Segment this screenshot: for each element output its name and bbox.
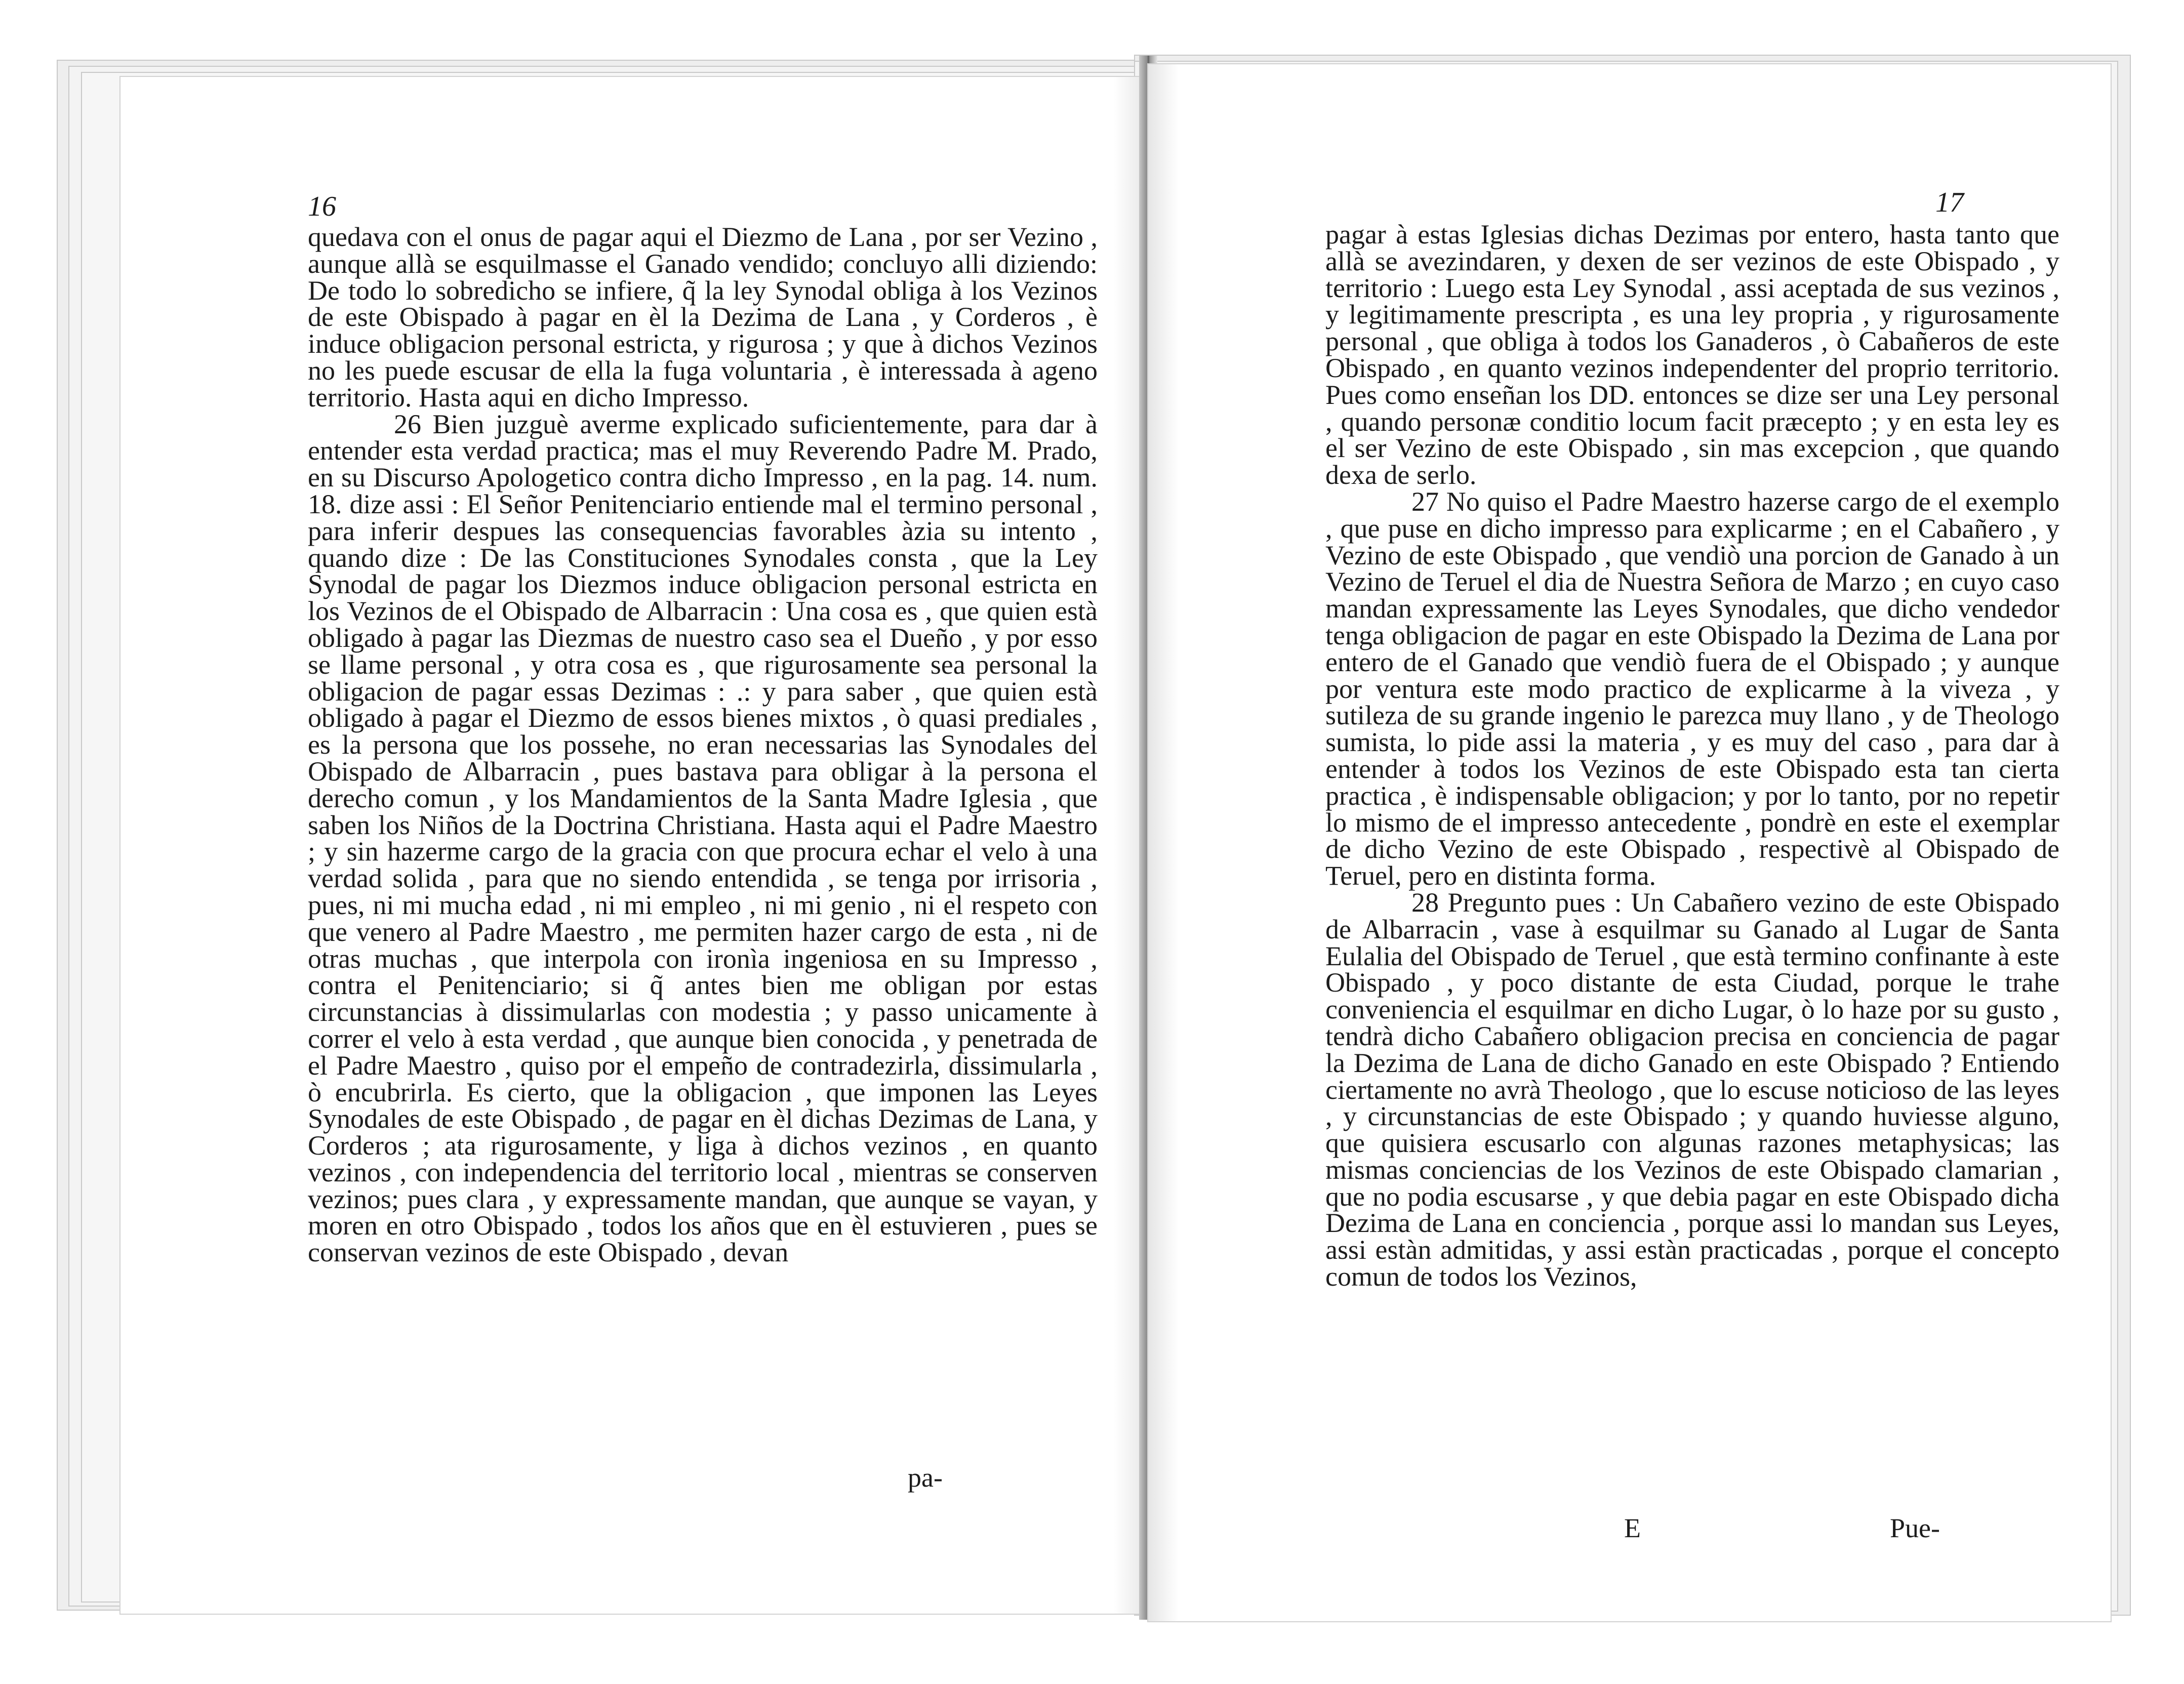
right-page (1147, 63, 2112, 1622)
catchword: Pue- (1890, 1513, 1940, 1543)
left-page (119, 76, 1150, 1615)
paragraph: quedava con el onus de pagar aqui el Diezmo de Lana , por ser Vezino , aunque allà se esquilmasse el Ganado vendido; concluyo alli diziendo: De todo lo sobredicho se infiere, q̃ la ley Synodal obliga à los Vezinos de este Obispado à pagar en èl la Dezima de Lana , y Corderos , è induce obligacion personal estricta, y rigurosa ; y que à dichos Vezinos no les puede escusar de ella la fuga voluntaria , è interessada à ageno territorio. Hasta aqui en dicho Impresso. (308, 222, 1098, 413)
signature-mark: E (1624, 1513, 1641, 1543)
paragraph: 28 Pregunto pues : Un Cabañero vezino de este Obispado de Albarracin , vase à esquilmar su Ganado al Lugar de Santa Eulalia del Obispado de Teruel , que està termino confinante à este Obispado , y poco distante de esta Ciudad, porque le trahe conveniencia el esquilmar en dicho Lugar, ò lo haze por su gusto , tendrà dicho Cabañero obligacion precisa en conciencia de pagar la Dezima de Lana de dicho Ganado en este Obispado ? Entiendo ciertamente no avrà Theologo , que lo escuse noticioso de las leyes , y circunstancias de este Obispado ; y quando huviesse alguno, que quisiera escusarlo con algunas razones metaphysicas; las mismas conciencias de los Vezinos de este Obispado clamarian , que no podia escusarse , y que debia pagar en este Obispado dicha Dezima de Lana en conciencia , porque assi lo mandan sus Leyes, assi estàn admitidas, y assi estàn practicadas , porque el concepto comun de todos los Vezinos, (1325, 887, 2059, 1292)
page-number: 17 (1935, 187, 1964, 218)
catchword: pa- (908, 1462, 943, 1493)
left-page-body (308, 224, 1098, 1266)
paragraph: 27 No quiso el Padre Maestro hazerse cargo de el exemplo , que puse en dicho impresso para explicarme ; en el Cabañero , y Vezino de este Obispado , que vendiò una porcion de Ganado à un Vezino de Teruel el dia de Nuestra Señora de Marzo ; en cuyo caso mandan expressamente las Leyes Synodales, que dicho vendedor tenga obligacion de pagar en este Obispado la Dezima de Lana por entero de el Ganado que vendiò fuera de el Obispado ; y aunque por ventura este modo practico de explicarme à la viveza , y sutileza de su grande ingenio le parezca muy llano , y de Theologo sumista, lo pide assi la materia , y es muy del caso , para dar à entender à todos los Vezinos de este Obispado esta tan cierta practica , è indispensable obligacion; y por lo tanto, por no repetir lo mismo de el impresso antecedente , pondrè en este el exemplar de dicho Vezino de este Obispado , respectivè al Obispado de Teruel, pero en distinta forma. (1325, 486, 2059, 891)
right-page-body (1325, 221, 2059, 1290)
page-number: 16 (308, 191, 336, 222)
paragraph: 26 Bien juzguè averme explicado suficientemente, para dar à entender esta verdad practica; mas el muy Reverendo Padre M. Prado, en su Discurso Apologetico contra dicho Impresso , en la pag. 14. num. 18. dize assi : El Señor Penitenciario entiende mal el termino personal , para inferir despues las consequencias favorables àzia su intento , quando dize : De las Constituciones Synodales consta , que la Ley Synodal de pagar los Diezmos induce obligacion personal estricta en los Vezinos de el Obispado de Albarracin : Una cosa es , que quien està obligado à pagar las Diezmas de nuestro caso sea el Dueño , y por esso se llame personal , y otra cosa es , que rigurosamente sea personal la obligacion de pagar essas Dezimas : .: y para saber , que quien està obligado à pagar el Diezmo de essos bienes mixtos , ò quasi prediales , es la persona que los possehe, no eran necessarias las Synodales del Obispado de Albarracin , pues bastava para obligar à la persona el derecho comun , y los Mandamientos de la Santa Madre Iglesia , que saben los Niños de la Doctrina Christiana. Hasta aqui el Padre Maestro ; y sin hazerme cargo de la gracia con que procura echar el velo à una verdad solida , para que no siendo entendida , se tenga por irrisoria , pues, ni mi mucha edad , ni mi empleo , ni mi genio , ni el respeto con que venero al Padre Maestro , me permiten hazer cargo de esta , ni de otras muchas , que interpola con ironìa ingeniosa en su Impresso , contra el Penitenciario; si q̃ antes bien me obligan por estas circunstancias à dissimularlas con modestia ; y passo unicamente à correr el velo à esta verdad , que aunque bien conocida , y penetrada de el Padre Maestro , quiso por el empeño de contradezirla, dissimularla , ò encubrirla. Es cierto, que la obligacion , que imponen las Leyes Synodales de este Obispado , de pagar en èl dichas Dezimas de Lana, y Corderos ; ata rigurosamente, y liga à dichos vezinos , en quanto vezinos , con independencia del territorio local , mientras se conserven vezinos; pues clara , y expressamente mandan, que aunque se vayan, y moren en otro Obispado , todos los años que en èl estuvieren , pues se conservan vezinos de este Obispado , devan (308, 408, 1098, 1268)
paragraph: pagar à estas Iglesias dichas Dezimas por entero, hasta tanto que allà se avezindaren, y dexen de ser vezinos de este Obispado , y territorio : Luego esta Ley Synodal , assi aceptada de sus vezinos , y legitimamente prescripta , es una ley propria , y rigurosamente personal , que obliga à todos los Ganaderos , ò Cabañeros de este Obispado , en quanto vezinos independenter del proprio territorio. Pues como enseñan los DD. entonces se dize ser una Ley personal , quando personæ conditio locum facit præcepto ; y en esta ley es el ser Vezino de este Obispado , sin mas excepcion , que quando dexa de serlo. (1325, 219, 2059, 490)
